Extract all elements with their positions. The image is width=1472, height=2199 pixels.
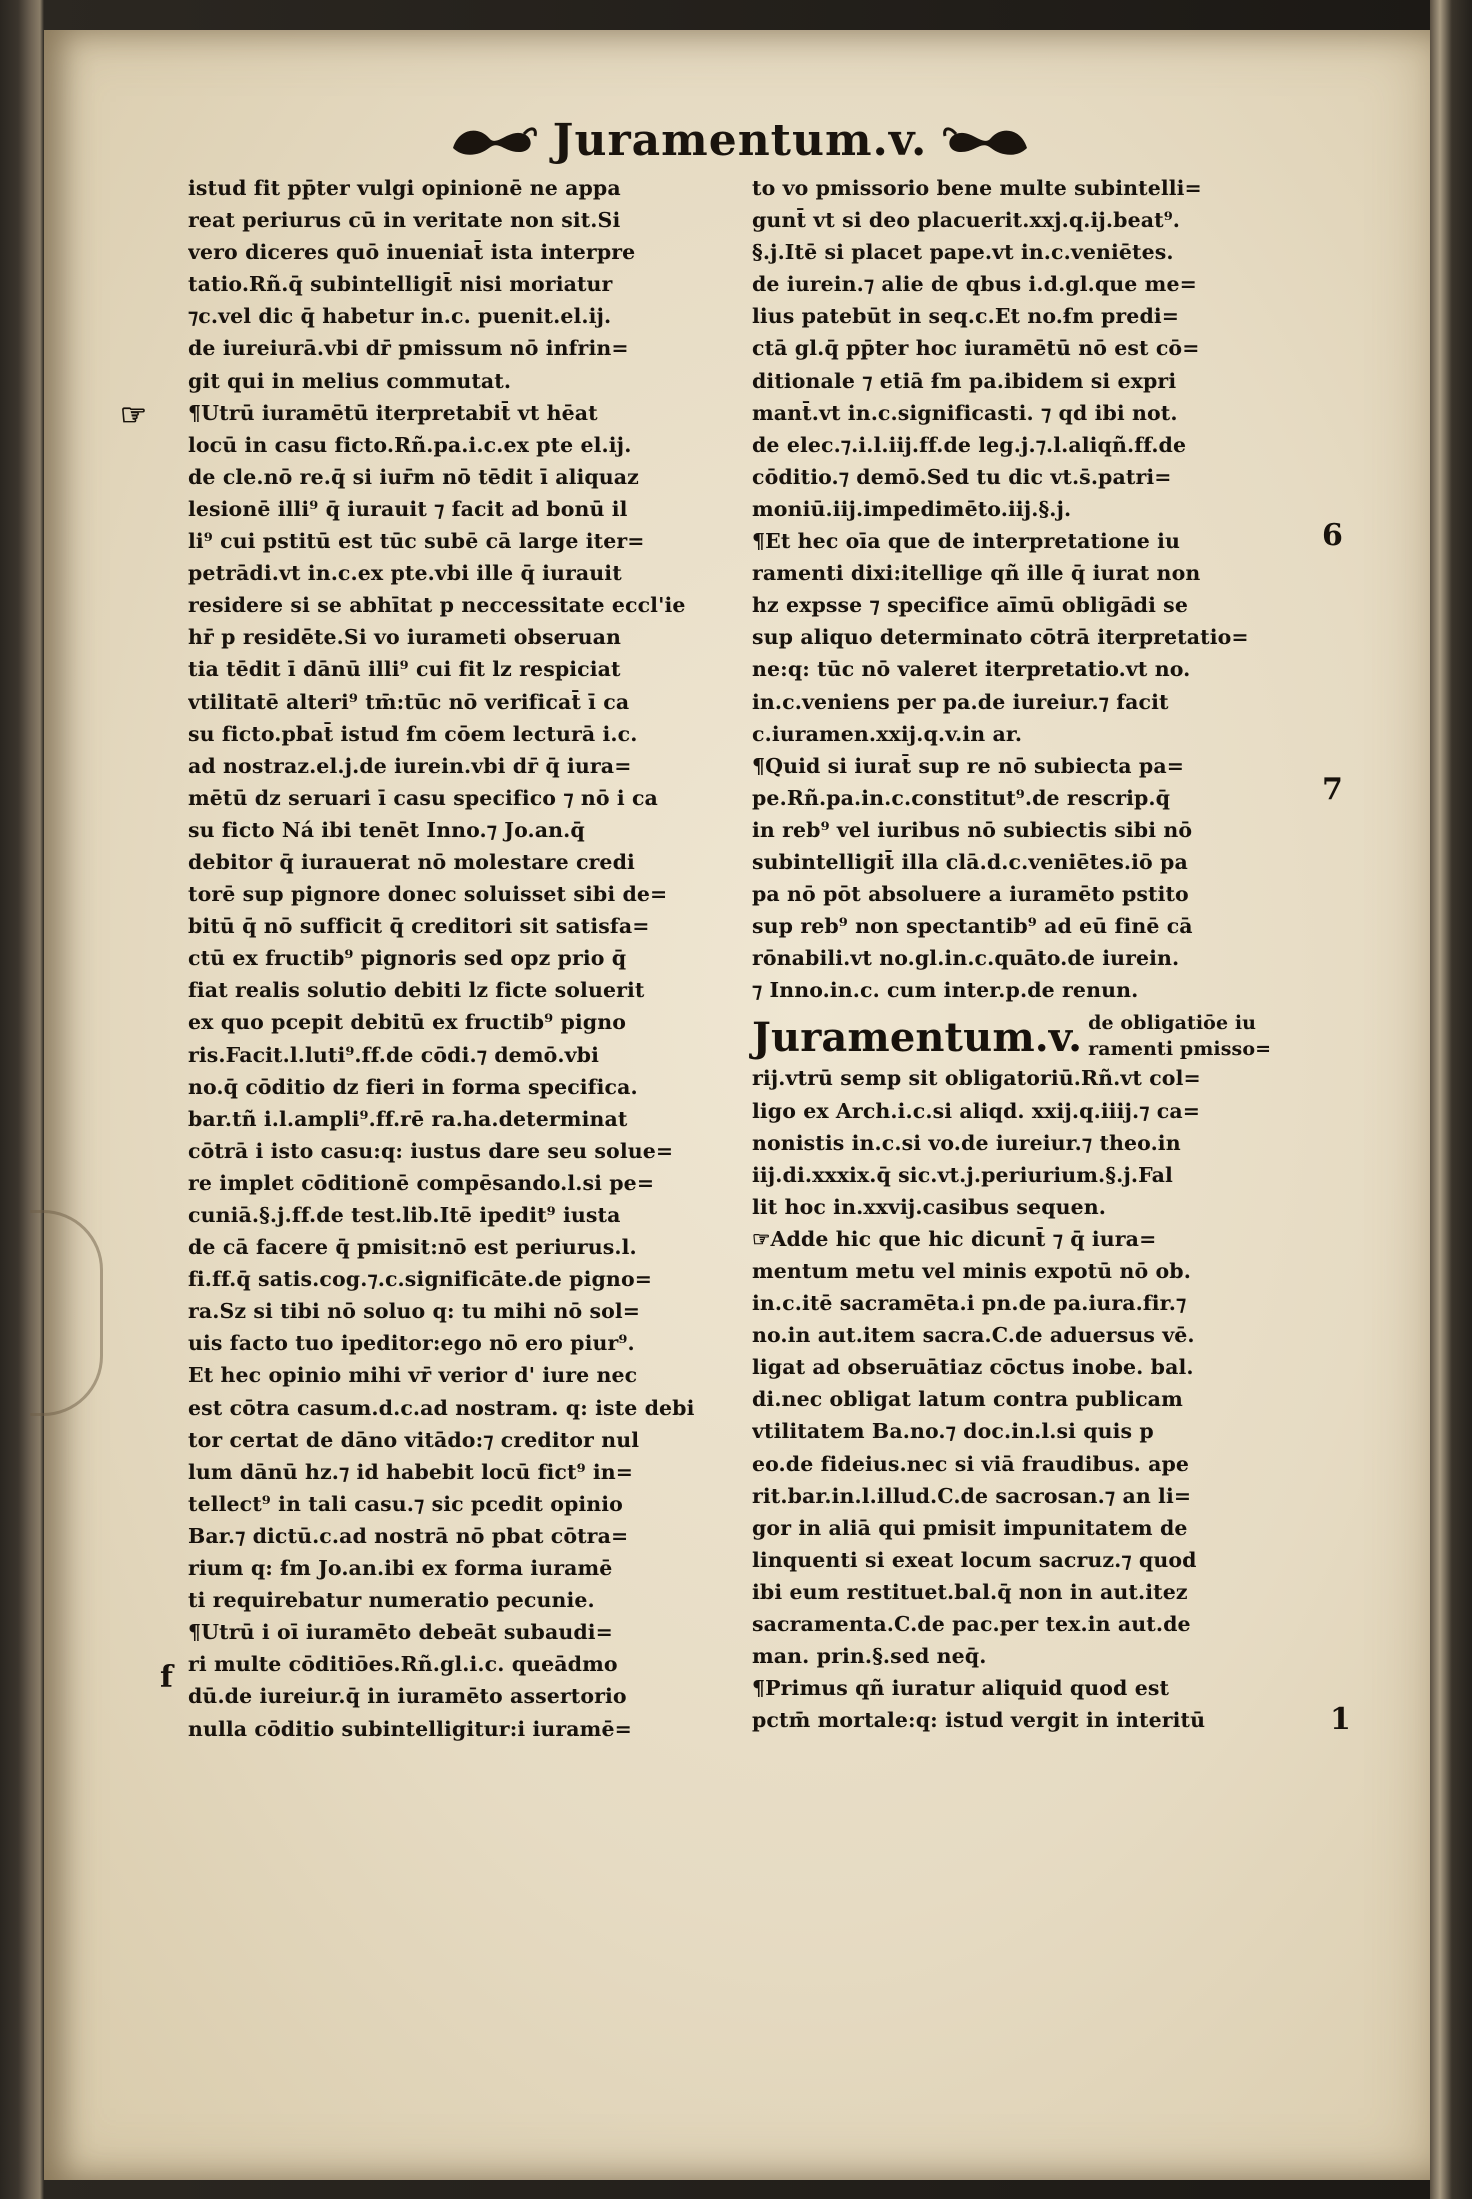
text-line: iij.di.xxxix.q̄ sic.vt.j.periurium.§.j.Fal xyxy=(752,1162,1173,1187)
text-line: ditionale ⁊ etiā ẜm pa.ibidem si expri xyxy=(752,368,1177,393)
text-line: nulla cōditio subintelligitur:i iuramē= xyxy=(188,1716,632,1741)
text-line: de cā facere q̄ pmisit:nō est periurus.l. xyxy=(188,1235,637,1260)
text-line: dū.de iureiur.q̄ in iuramēto assertorio xyxy=(188,1684,627,1709)
text-line: vero diceres quō inueniat̄ ista interpre xyxy=(188,240,636,265)
text-line: no.in aut.item sacra.C.de aduersus vē. xyxy=(752,1323,1195,1348)
text-line: de iureiurā.vbi dr̄ pmissum nō infrin= xyxy=(188,336,629,361)
text-line: mant̄.vt in.c.significasti. ⁊ qd ibi not. xyxy=(752,400,1178,425)
text-line: fi.ff.q̄ satis.cog.⁊.c.significāte.de pigno= xyxy=(188,1267,652,1292)
text-line: vtilitatē alteri⁹ tm̄:tūc nō verificat̄ ī ca xyxy=(188,689,630,714)
text-line: bar.tñ i.l.ampli⁹.ff.rē ra.ha.determinat xyxy=(188,1106,628,1131)
text-line: su ficto Ná ibi tenēt Inno.⁊ Jo.an.q̄ xyxy=(188,817,585,842)
text-line: ramenti dixi:itellige qñ ille q̄ iurat non xyxy=(752,561,1201,586)
margin-letter-f: f xyxy=(160,1660,173,1695)
text-line: uis facto tuo ipeditor:ego nō ero piur⁹. xyxy=(188,1331,635,1356)
running-head: Juramentum.v. xyxy=(552,114,928,166)
text-line: di.nec obligat latum contra publicam xyxy=(752,1387,1183,1412)
heading-tail-bottom: ramenti pmisso= xyxy=(1088,1038,1272,1061)
text-line: mētū dz seruari ī casu specifico ⁊ nō i ca xyxy=(188,785,658,810)
text-line: moniū.iij.impedimēto.iij.§.j. xyxy=(752,496,1072,521)
text-line: tia tēdit ī dānū illi⁹ cui fit lz respiciat xyxy=(188,657,621,682)
text-line: sacramenta.C.de pac.per tex.in aut.de xyxy=(752,1612,1191,1637)
margin-number-7: 7 xyxy=(1322,772,1343,807)
section-heading: Juramentum.v. xyxy=(752,1014,1083,1062)
text-line: ex quo pcepit debitū ex fructib⁹ pigno xyxy=(188,1010,626,1035)
margin-number-6: 6 xyxy=(1322,518,1343,553)
text-line: mentum metu vel minis expotū nō ob. xyxy=(752,1259,1191,1283)
text-line: su ficto.pbat̄ istud ẜm cōem lecturā i.c. xyxy=(188,721,638,746)
text-line: tellect⁹ in tali casu.⁊ sic pcedit opinio xyxy=(188,1491,623,1516)
text-line: to vo pmissorio bene multe subintelli= xyxy=(752,176,1202,200)
heading-tail xyxy=(1088,1010,1271,1062)
text-line: cōtrā i isto casu:q: iustus dare seu solue= xyxy=(188,1138,674,1163)
text-line: hr̄ p residēte.Si vo iurameti obseruan xyxy=(188,625,622,650)
text-line: torē sup pignore donec soluisset sibi de= xyxy=(188,882,668,907)
text-line: ¶Utrū iuramētū iterpretabit̄ vt hēat xyxy=(188,400,598,425)
text-line: ctū ex fructib⁹ pignoris sed opz prio q̄ xyxy=(188,946,627,971)
text-line: nonistis in.c.si vo.de iureiur.⁊ theo.in xyxy=(752,1130,1181,1155)
text-line: no.q̄ cōditio dz fieri in forma specifica. xyxy=(188,1074,638,1099)
text-line: hz expsse ⁊ specifice aīmū obligādi se xyxy=(752,593,1188,618)
text-line: lesionē illi⁹ q̄ iurauit ⁊ facit ad bonū il xyxy=(188,496,628,521)
text-line: in reb⁹ vel iuribus nō subiectis sibi nō xyxy=(752,817,1193,842)
left-column xyxy=(188,172,748,1745)
text-line: man. prin.§.sed neq̄. xyxy=(752,1644,987,1669)
text-line: pctm̄ mortale:q: istud vergit in interitū xyxy=(752,1708,1206,1733)
text-line: rit.bar.in.l.illud.C.de sacrosan.⁊ an li= xyxy=(752,1483,1192,1508)
text-line: residere si se abhītat p neccessitate eccl'ie xyxy=(188,593,686,618)
text-line: lit hoc in.xxvij.casibus sequen. xyxy=(752,1194,1107,1219)
margin-hand-icon: ☞ xyxy=(120,398,147,433)
text-line: eo.de fideius.nec si viā fraudibus. ape xyxy=(752,1451,1190,1476)
text-line: cuniā.§.j.ff.de test.lib.Itē ipedit⁹ iusta xyxy=(188,1203,621,1227)
text-line: istud fit pp̄ter vulgi opinionē ne appa xyxy=(188,176,621,200)
text-line: pe.Rñ.pa.in.c.constitut⁹.de rescrip.q̄ xyxy=(752,785,1171,810)
text-line: de iurein.⁊ alie de qbus i.d.gl.que me= xyxy=(752,272,1197,297)
text-line: ctā gl.q̄ pp̄ter hoc iuramētū nō est cō= xyxy=(752,336,1200,361)
text-line: in.c.itē sacramēta.i pn.de pa.iura.fir.⁊ xyxy=(752,1291,1187,1316)
text-line: rium q: ẜm Jo.an.ibi ex forma iuramē xyxy=(188,1556,613,1581)
heading-tail-top: de obligatiōe iu xyxy=(1088,1012,1257,1035)
text-line: de cle.nō re.q̄ si iur̄m nō tēdit ī aliquaz xyxy=(188,464,639,489)
text-line: ti requirebatur numeratio pecunie. xyxy=(188,1588,595,1613)
ornament-right-icon xyxy=(941,118,1031,162)
text-line: lius patebūt in seq.c.Et no.ẜm predi= xyxy=(752,304,1180,329)
text-line: rij.vtrū semp sit obligatoriū.Rñ.vt col= xyxy=(752,1066,1201,1091)
text-line: gor in aliā qui pmisit impunitatem de xyxy=(752,1515,1188,1540)
text-line: est cōtra casum.d.c.ad nostram. q: iste debi xyxy=(188,1395,695,1420)
page-header xyxy=(440,105,1040,175)
text-line: ligo ex Arch.i.c.si aliqd. xxij.q.iiij.⁊ ca= xyxy=(752,1098,1201,1123)
text-line: ☞Adde hic que hic dicunt̄ ⁊ q̄ iura= xyxy=(752,1226,1157,1251)
text-line: ri multe cōditiōes.Rñ.gl.i.c. queādmo xyxy=(188,1652,618,1677)
text-line: locū in casu ficto.Rñ.pa.i.c.ex pte el.ij. xyxy=(188,432,632,457)
text-line: ¶Quid si iurat̄ sup re nō subiecta pa= xyxy=(752,753,1184,778)
text-line: ibi eum restituet.bal.q̄ non in aut.itez xyxy=(752,1579,1188,1604)
text-line: ¶Primus qñ iuratur aliquid quod est xyxy=(752,1676,1170,1701)
text-line: ligat ad obseruātiaz cōctus inobe. bal. xyxy=(752,1355,1194,1380)
text-line: ad nostraz.el.j.de iurein.vbi dr̄ q̄ iura= xyxy=(188,753,632,778)
text-line: ¶Utrū i oī iuramēto debeāt subaudi= xyxy=(188,1620,613,1645)
text-line: linquenti si exeat locum sacruz.⁊ quod xyxy=(752,1547,1197,1572)
section-heading-line xyxy=(752,1006,1342,1062)
text-line: subintelligit̄ illa clā.d.c.veniētes.iō pa xyxy=(752,849,1188,874)
text-line: c.iuramen.xxij.q.v.in ar. xyxy=(752,721,1023,746)
text-line: tatio.Rñ.q̄ subintelligit̄ nisi moriatur xyxy=(188,272,613,297)
text-line: sup reb⁹ non spectantib⁹ ad eū finē cā xyxy=(752,914,1193,939)
text-line: lum dānū hz.⁊ id habebit locū fict⁹ in= xyxy=(188,1459,634,1484)
text-line: fiat realis solutio debiti lz ficte soluerit xyxy=(188,978,645,1003)
text-line: pa nō pōt absoluere a iuramēto pstito xyxy=(752,882,1189,907)
text-line: ¶Et hec oīa que de interpretatione iu xyxy=(752,529,1180,554)
text-line: reat periurus cū in veritate non sit.Si xyxy=(188,208,621,233)
text-line: git qui in melius commutat. xyxy=(188,368,512,393)
text-line: Et hec opinio mihi vr̄ verior d' iure nec xyxy=(188,1363,638,1388)
right-column xyxy=(752,172,1342,1736)
text-line: §.j.Itē si placet pape.vt in.c.veniētes. xyxy=(752,240,1174,265)
page-edge xyxy=(1430,0,1472,2199)
text-line: rōnabili.vt no.gl.in.c.quāto.de iurein. xyxy=(752,946,1180,971)
clasp-impression xyxy=(30,1210,103,1416)
text-line: ne:q: tūc nō valeret iterpretatio.vt no. xyxy=(752,657,1191,682)
text-line: bitū q̄ nō sufficit q̄ creditori sit satisfa= xyxy=(188,914,650,939)
ornament-left-icon xyxy=(449,118,539,162)
text-line: li⁹ cui pstitū est tūc subē cā large iter= xyxy=(188,529,645,554)
text-line: ⁊ Inno.in.c. cum inter.p.de renun. xyxy=(752,978,1139,1003)
text-line: Bar.⁊ dictū.c.ad nostrā nō pbat cōtra= xyxy=(188,1523,629,1548)
text-line: sup aliquo determinato cōtrā iterpretatio= xyxy=(752,625,1249,650)
text-line: de elec.⁊.i.l.iij.ff.de leg.j.⁊.l.aliqñ.ff.de xyxy=(752,432,1187,457)
text-line: petrādi.vt in.c.ex pte.vbi ille q̄ iurauit xyxy=(188,561,622,586)
text-line: re implet cōditionē compēsando.l.si pe= xyxy=(188,1170,655,1195)
text-line: vtilitatem Ba.no.⁊ doc.in.l.si quis p xyxy=(752,1419,1154,1444)
text-line: ris.Facit.l.luti⁹.ff.de cōdi.⁊ demō.vbi xyxy=(188,1042,599,1067)
text-line: tor certat de dāno vitādo:⁊ creditor nul xyxy=(188,1427,640,1452)
text-line: ⁊c.vel dic q̄ habetur in.c. puenit.el.ij. xyxy=(188,304,612,329)
text-line: gunt̄ vt si deo placuerit.xxj.q.ij.beat⁹. xyxy=(752,208,1181,233)
text-line: ra.Sz si tibi nō soluo q: tu mihi nō sol= xyxy=(188,1299,641,1324)
text-line: in.c.veniens per pa.de iureiur.⁊ facit xyxy=(752,689,1169,714)
text-line: cōditio.⁊ demō.Sed tu dic vt.s̄.patri= xyxy=(752,464,1172,489)
text-line: debitor q̄ iurauerat nō molestare credi xyxy=(188,849,635,874)
margin-number-1: 1 xyxy=(1330,1702,1351,1737)
